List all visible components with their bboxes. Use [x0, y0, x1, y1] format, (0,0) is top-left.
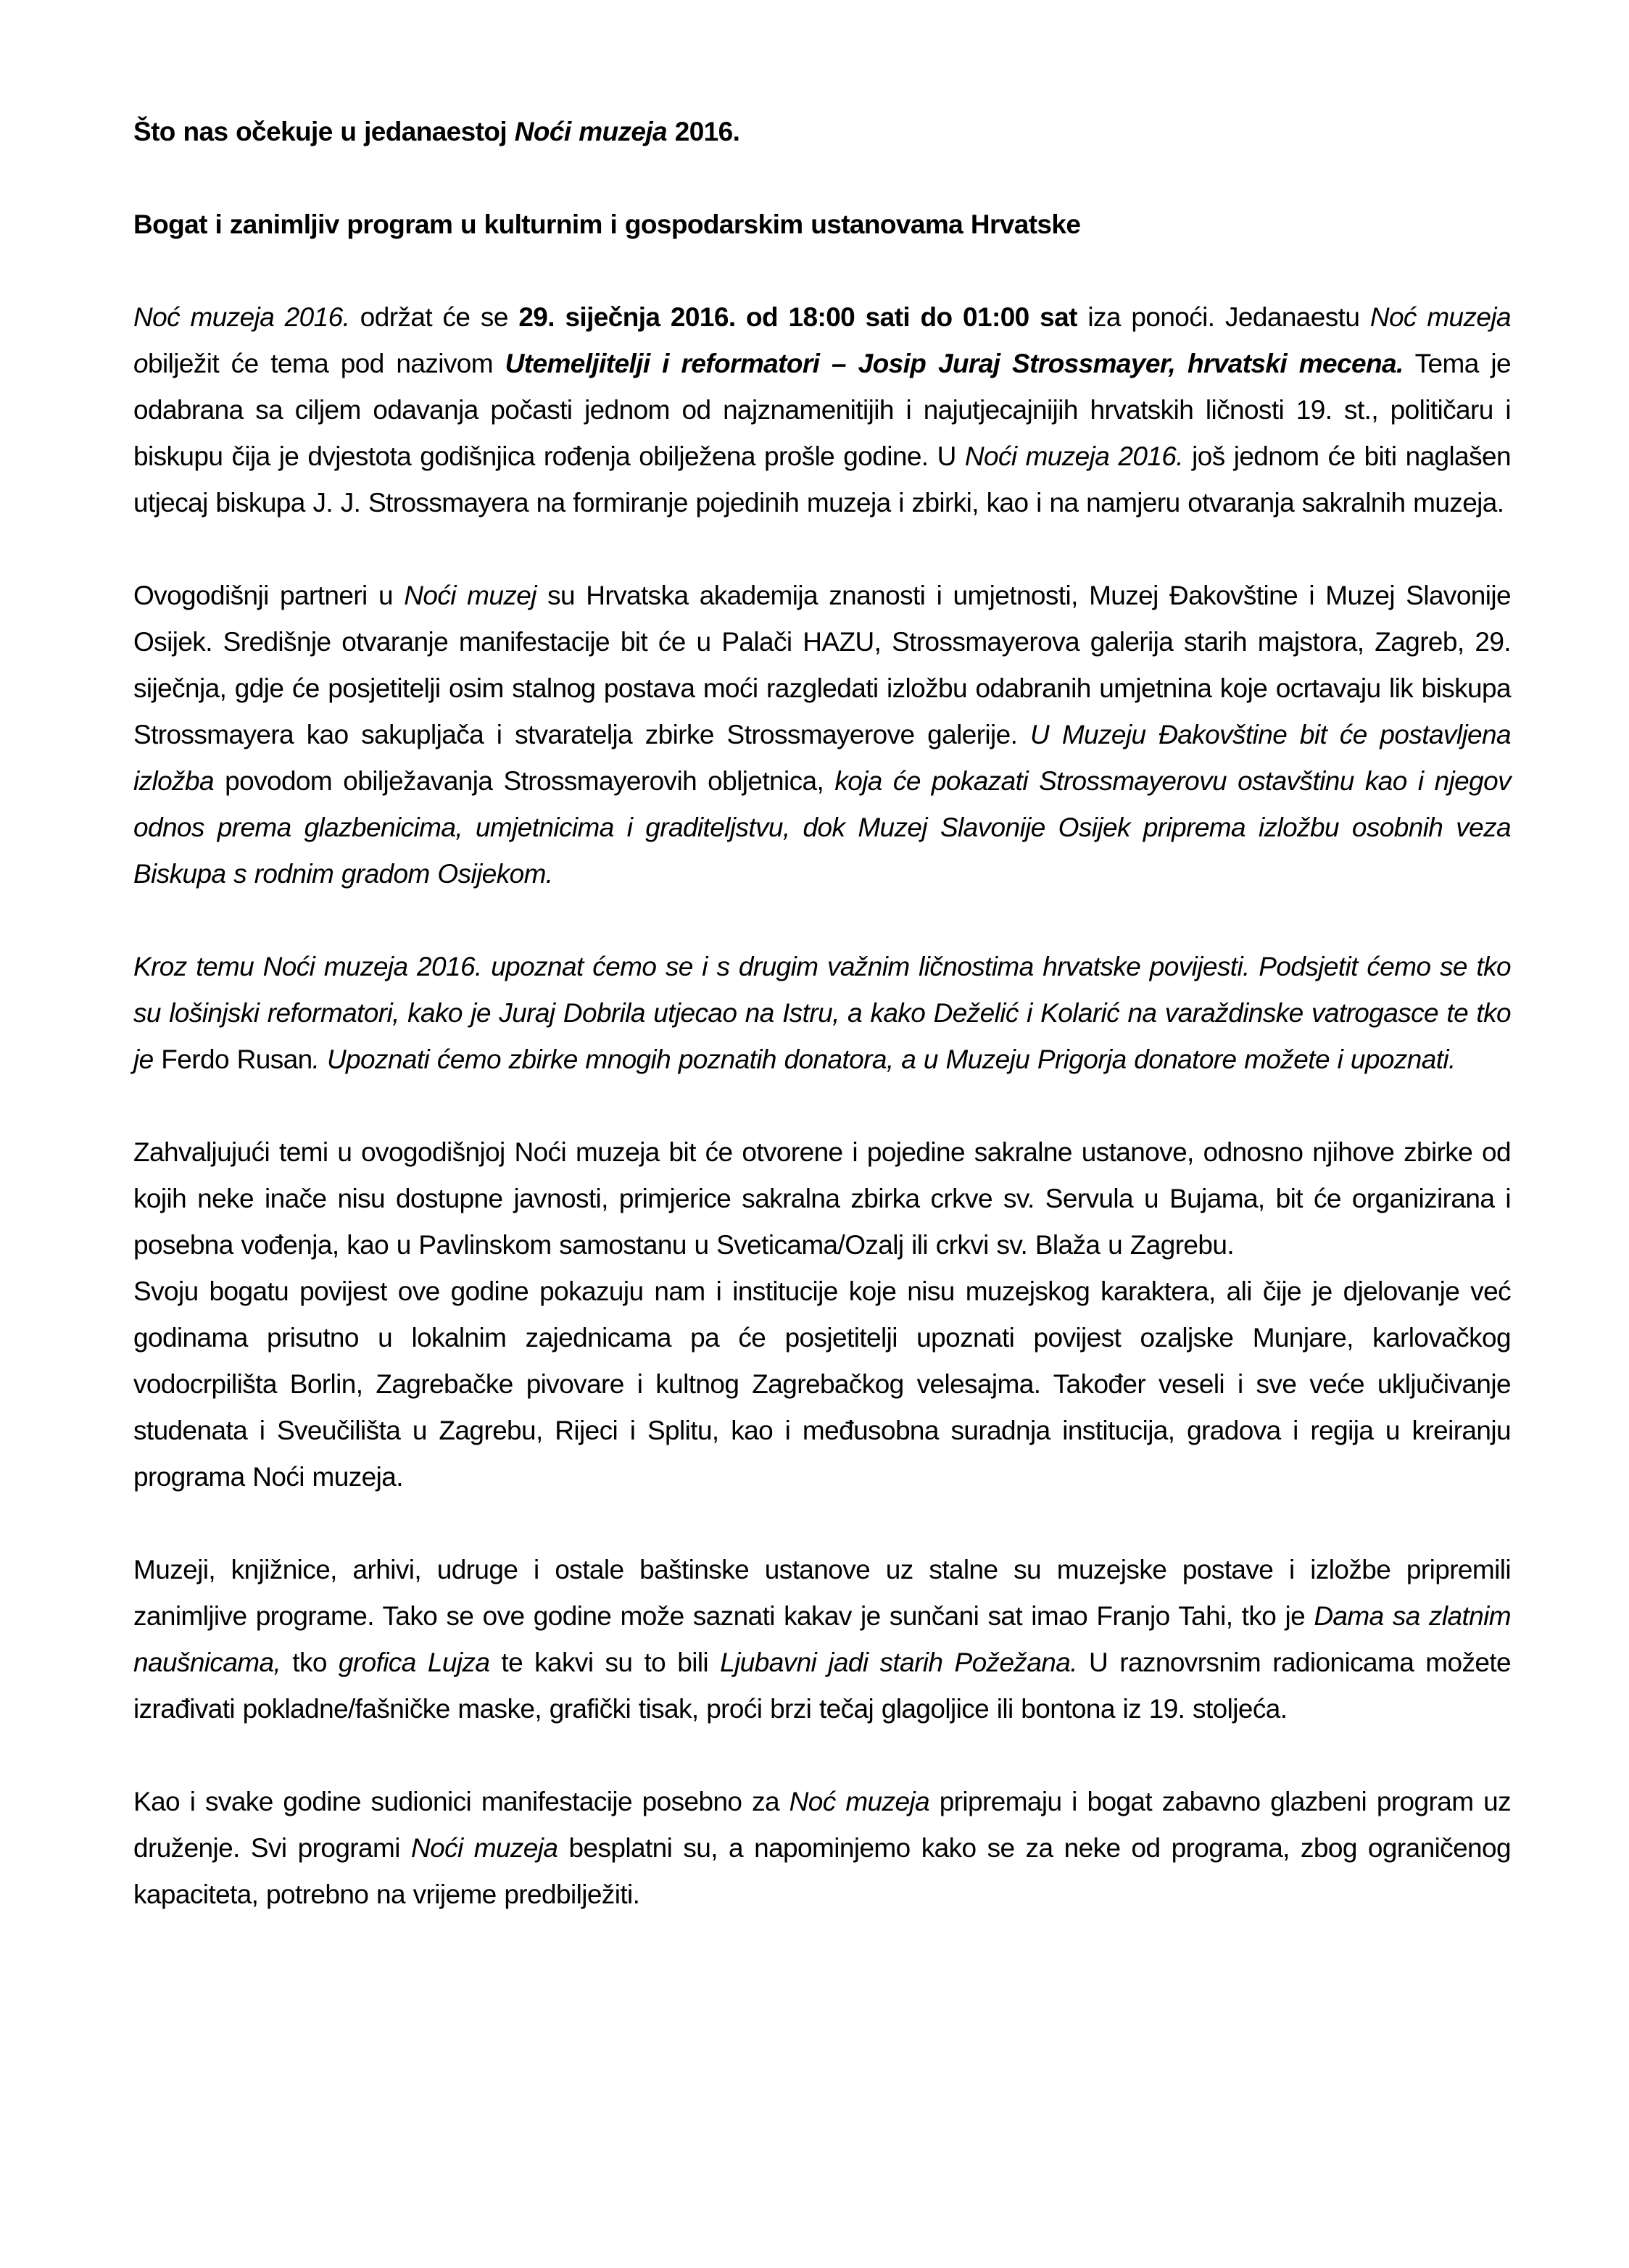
spacer: [133, 897, 1511, 944]
document-page: [133, 109, 1511, 1918]
document-title: Što nas očekuje u jedanaestoj Noći muzeja 2016.: [133, 117, 740, 146]
paragraph-sacral-institutions: Zahvaljujući temi u ovogodišnjoj Noći muzeja bit će otvorene i pojedine sakralne ustanove, odnosno njihove zbirke od kojih neke inače nisu dostupne javnosti, primjerice sakralna zbirka crkve sv. Servula u Bujama, bit će organizirana i posebna vođenja, kao u Pavlinskom samostanu u Sveticama/Ozalj ili crkvi sv. Blaža u Zagrebu.: [133, 1137, 1511, 1260]
paragraph-event-date: Noć muzeja 2016. održat će se 29. siječnja 2016. od 18:00 sati do 01:00 sat iza ponoći. Jedanaestu Noć muzeja obilježit će tema pod nazivom Utemeljitelji i reformatori – Josip Juraj Strossmayer, hrvatski mecena. Tema je odabrana sa ciljem odavanja počasti jednom od najznamenitijih i najutjecajnijih hrvatskih ličnosti 19. st., političaru i biskupu čija je dvjestota godišnjica rođenja obilježena prošle godine. U Noći muzeja 2016. još jednom će biti naglašen utjecaj biskupa J. J. Strossmayera na formiranje pojedinih muzeja i zbirki, kao i na namjeru otvaranja sakralnih muzeja.: [133, 302, 1512, 518]
paragraph-personalities: Kroz temu Noći muzeja 2016. upoznat ćemo se i s drugim važnim ličnostima hrvatske povijesti. Podsjetit ćemo se tko su lošinjski reformatori, kako je Juraj Dobrila utjecao na Istru, a kako Deželić i Kolarić na varaždinske vatrogasce te tko je Ferdo Rusan. Upoznati ćemo zbirke mnogih poznatih donatora, a u Muzeju Prigorja donatore možete i upoznati.: [133, 952, 1511, 1074]
spacer: [133, 155, 1511, 202]
document-subtitle: Bogat i zanimljiv program u kulturnim i gospodarskim ustanovama Hrvatske: [133, 209, 1081, 239]
paragraph-non-museum-institutions: Svoju bogatu povijest ove godine pokazuju nam i institucije koje nisu muzejskog karaktera, ali čije je djelovanje već godinama prisutno u lokalnim zajednicama pa će posjetitelji upoznati povijest ozaljske Munjare, karlovačkog vodocrpilišta Borlin, Zagrebačke pivovare i kultnog Zagrebačkog velesajma. Također veseli i sve veće uključivanje studenata i Sveučilišta u Zagrebu, Rijeci i Splitu, kao i međusobna suradnja institucija, gradova i regija u kreiranju programa Noći muzeja.: [133, 1276, 1511, 1492]
spacer: [133, 248, 1511, 294]
paragraph-free-programs: Kao i svake godine sudionici manifestacije posebno za Noć muzeja pripremaju i bogat zabavno glazbeni program uz druženje. Svi programi Noći muzeja besplatni su, a napominjemo kako se za neke od programa, zbog ograničenog kapaciteta, potrebno na vrijeme predbilježiti.: [133, 1787, 1511, 1909]
paragraph-partners: Ovogodišnji partneri u Noći muzej su Hrvatska akademija znanosti i umjetnosti, Muzej Đakovštine i Muzej Slavonije Osijek. Središnje otvaranje manifestacije bit će u Palači HAZU, Strossmayerova galerija starih majstora, Zagreb, 29. siječnja, gdje će posjetitelji osim stalnog postava moći razgledati izložbu odabranih umjetnina koje ocrtavaju lik biskupa Strossmayera kao sakupljača i stvaratelja zbirke Strossmayerove galerije. U Muzeju Đakovštine bit će postavljena izložba povodom obilježavanja Strossmayerovih obljetnica, koja će pokazati Strossmayerovu ostavštinu kao i njegov odnos prema glazbenicima, umjetnicima i graditeljstvu, dok Muzej Slavonije Osijek priprema izložbu osobnih veza Biskupa s rodnim gradom Osijekom.: [133, 581, 1511, 889]
spacer: [133, 1083, 1511, 1129]
spacer: [133, 1500, 1511, 1547]
paragraph-programs: Muzeji, knjižnice, arhivi, udruge i ostale baštinske ustanove uz stalne su muzejske postave i izložbe pripremili zanimljive programe. Tako se ove godine može saznati kakav je sunčani sat imao Franjo Tahi, tko je Dama sa zlatnim naušnicama, tko grofica Lujza te kakvi su to bili Ljubavni jadi starih Požežana. U raznovrsnim radionicama možete izrađivati pokladne/fašničke maske, grafički tisak, proći brzi tečaj glagoljice ili bontona iz 19. stoljeća.: [133, 1555, 1511, 1724]
spacer: [133, 526, 1511, 573]
spacer: [133, 1732, 1511, 1779]
